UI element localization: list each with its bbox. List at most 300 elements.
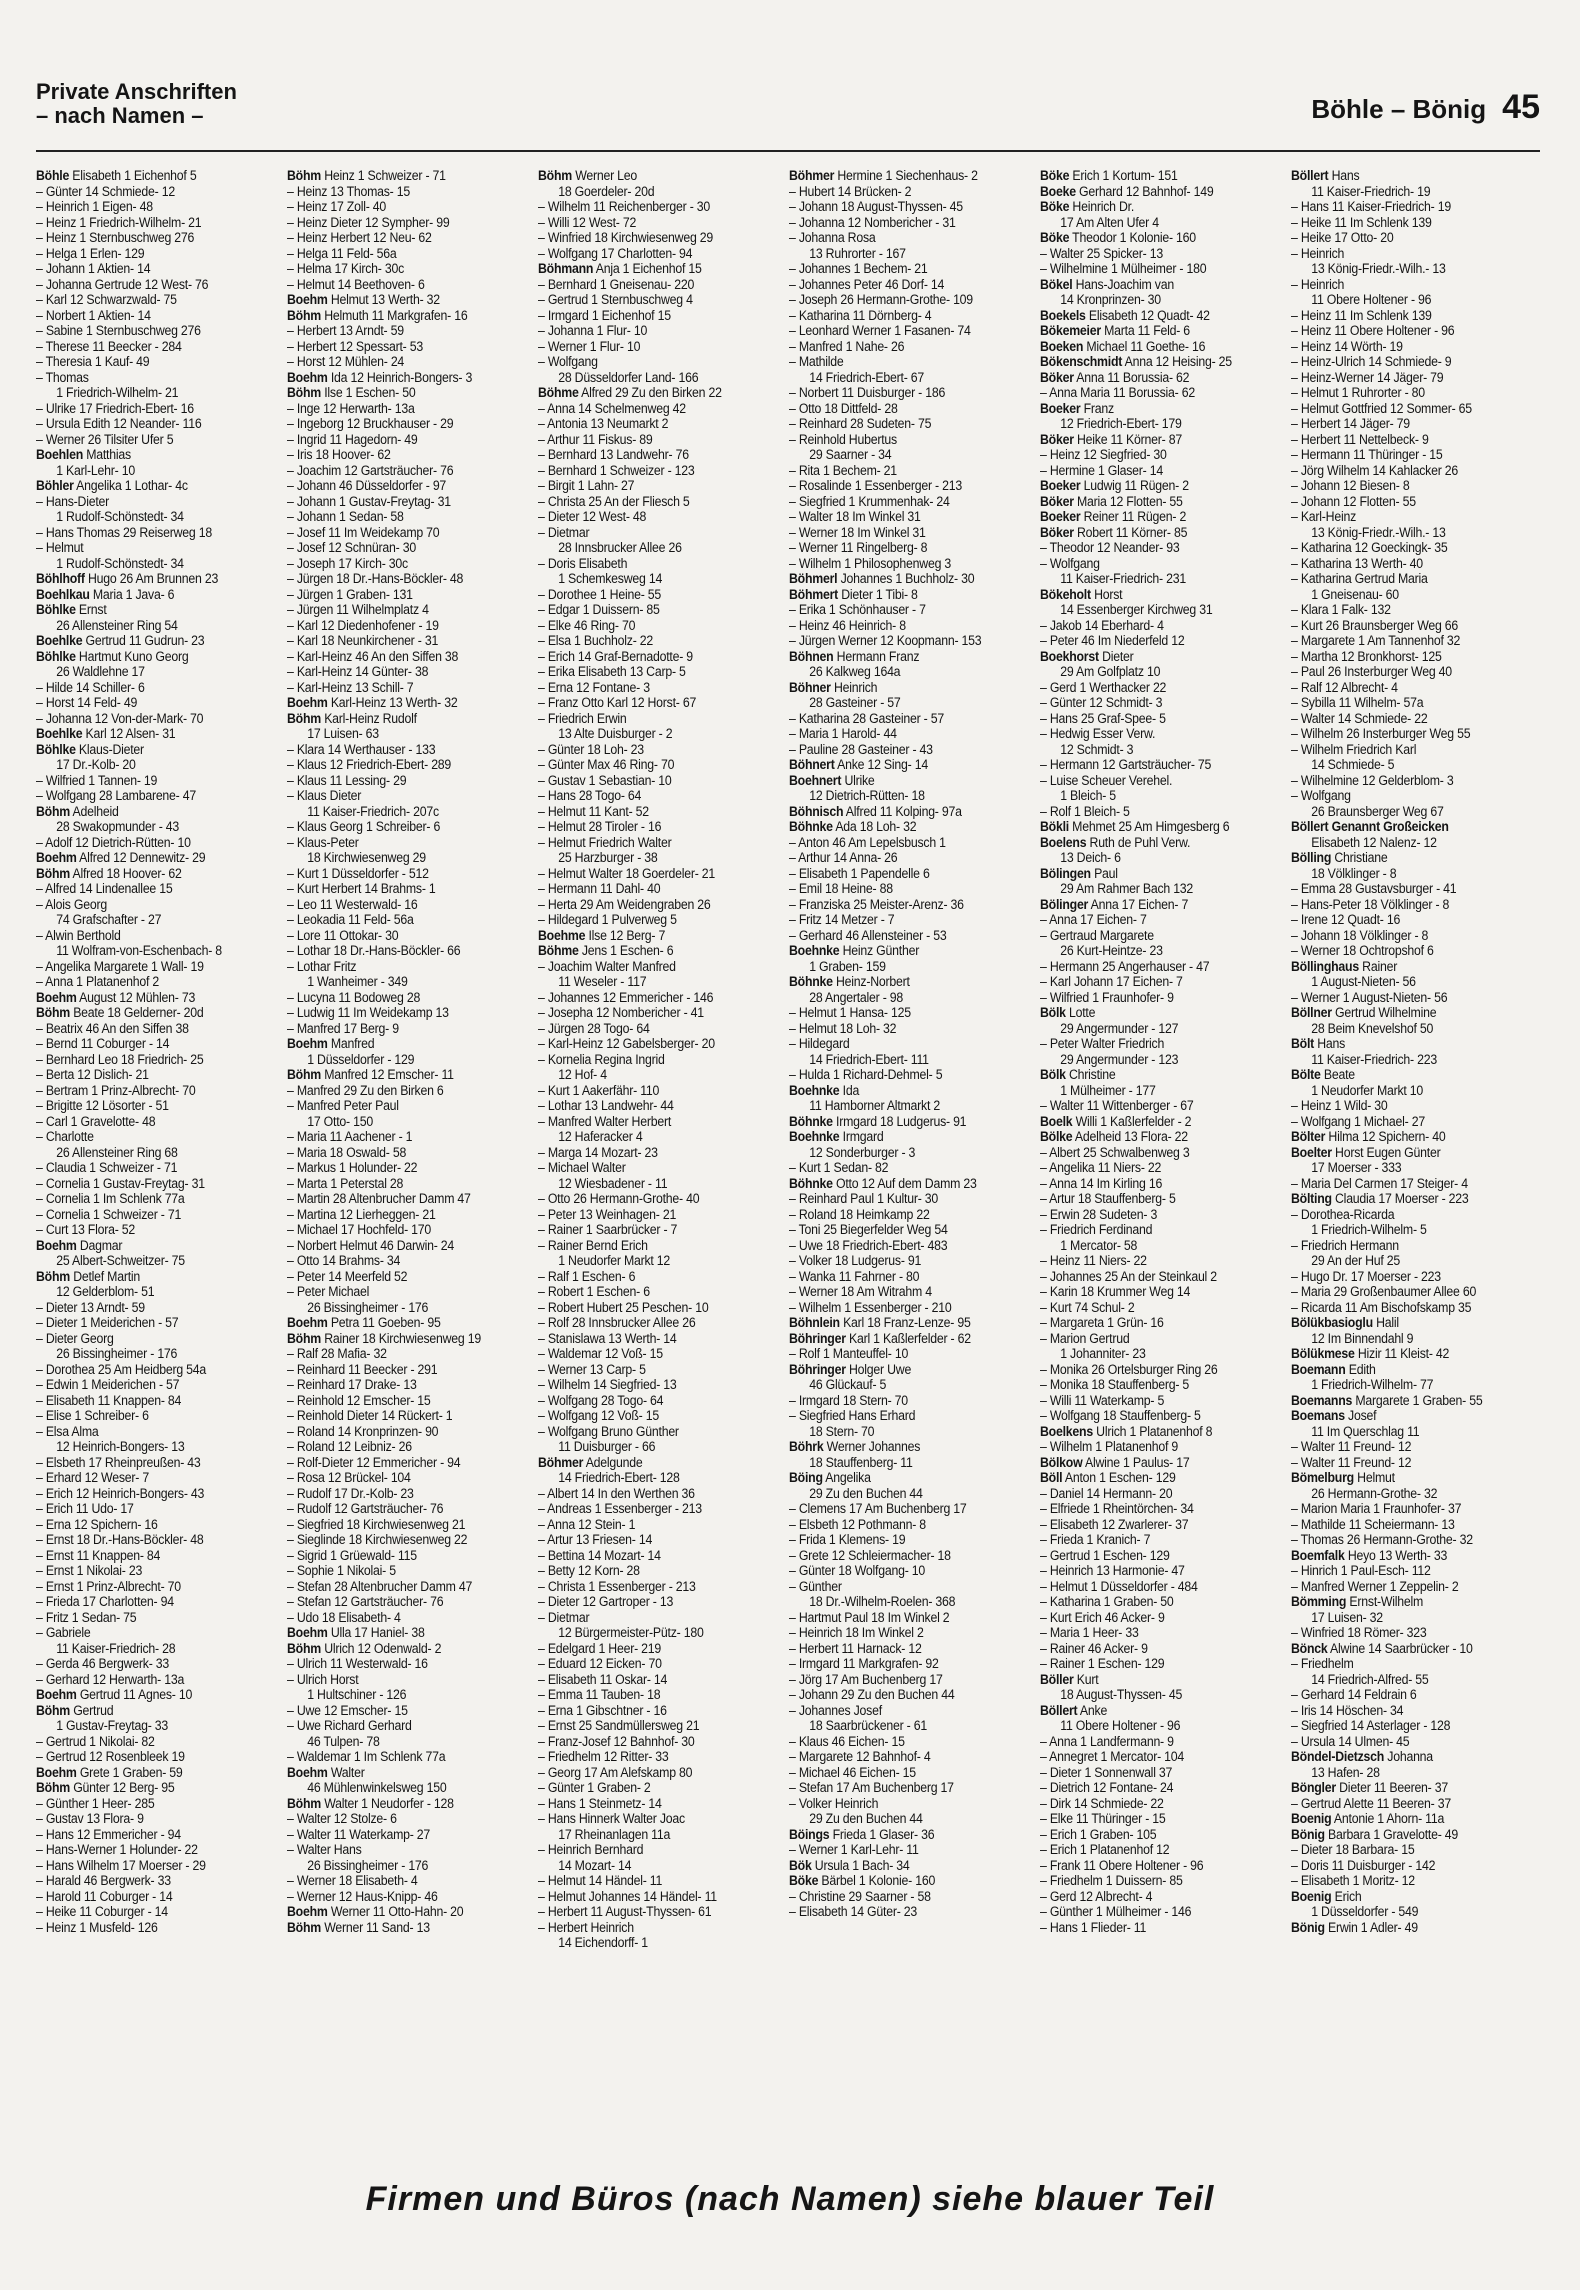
entry-detail: – Roland 12 Leibniz- 26 [287, 1439, 412, 1454]
directory-entry [1291, 261, 1517, 277]
directory-entry [287, 432, 513, 448]
entry-detail: – Anna 14 Schelmenweg 42 [538, 400, 686, 416]
directory-entry [287, 943, 513, 959]
entry-detail: – Karl 18 Neunkirchener - 31 [287, 633, 439, 648]
entry-detail: – Fritz 14 Metzer - 7 [789, 912, 895, 927]
entry-detail: Johanna [1387, 1749, 1433, 1764]
directory-entry [789, 1424, 1015, 1440]
entry-detail: – Gerd 12 Albrecht- 4 [1040, 1888, 1153, 1904]
directory-entry [287, 1346, 513, 1362]
entry-detail: – Gertrud Alette 11 Beeren- 37 [1291, 1795, 1451, 1811]
entry-detail: – Eduard 12 Eicken- 70 [538, 1656, 662, 1671]
directory-entry [36, 773, 262, 789]
entry-detail: – Gertrud 1 Eschen- 129 [1040, 1547, 1170, 1563]
entry-detail: – Sabine 1 Sternbuschweg 276 [36, 323, 201, 338]
directory-entry [36, 618, 262, 634]
directory-entry [538, 494, 764, 510]
entry-detail: – Siegfried Hans Erhard [789, 1408, 916, 1423]
entry-surname: Böhm [36, 803, 70, 819]
entry-surname: Böke [1040, 168, 1070, 183]
directory-entry [538, 401, 764, 417]
directory-entry [538, 478, 764, 494]
entry-detail: – Heinz 11 Im Schlenk 139 [1291, 307, 1432, 323]
entry-detail: – Heinz 11 Niers- 22 [1040, 1253, 1147, 1268]
entry-surname: Bölükmese [1291, 1346, 1355, 1361]
entry-surname: Bökli [1040, 819, 1069, 834]
entry-surname: Böhlke [36, 602, 76, 617]
directory-entry [538, 928, 764, 944]
entry-detail: – Edelgard 1 Heer- 219 [538, 1640, 662, 1656]
entry-detail: – Johann 1 Sedan- 58 [287, 509, 404, 524]
directory-entry [538, 339, 764, 355]
directory-entry [789, 742, 1015, 758]
entry-detail: – Klaus 11 Lessing- 29 [287, 772, 407, 788]
entry-detail: Beate [1323, 1067, 1355, 1082]
directory-entry [1040, 1486, 1266, 1502]
directory-entry [287, 370, 513, 386]
directory-entry [789, 1455, 1015, 1471]
directory-entry [36, 447, 262, 463]
entry-detail: Ida 12 Heinrich-Bongers- 3 [330, 369, 473, 385]
entry-detail: Christine [1068, 1067, 1116, 1082]
entry-address: 11 Kaiser-Friedrich- 19 [1311, 183, 1431, 199]
entry-detail: – Wolfgang 18 Stauffenberg- 5 [1040, 1408, 1201, 1423]
directory-entry [1040, 633, 1266, 649]
entry-detail: – Karin 18 Krummer Weg 14 [1040, 1284, 1191, 1299]
directory-entry [538, 1610, 764, 1626]
entry-detail: – Wolfgang 1 Michael- 27 [1291, 1113, 1425, 1129]
directory-entry [789, 943, 1015, 959]
directory-entry [538, 261, 764, 277]
directory-entry [789, 757, 1015, 773]
entry-detail: Margarete 1 Graben- 55 [1355, 1392, 1483, 1408]
entry-detail: – Thomas [36, 369, 89, 385]
entry-detail: – Irmgard 18 Stern- 70 [789, 1392, 908, 1408]
directory-entry [1291, 292, 1517, 308]
directory-entry [538, 168, 764, 184]
entry-detail: – Claudia 1 Schweizer - 71 [36, 1160, 178, 1175]
directory-entry [36, 308, 262, 324]
entry-detail: – Edwin 1 Meiderichen - 57 [36, 1377, 180, 1392]
entry-detail: Hermine 1 Siechenhaus- 2 [837, 168, 978, 183]
directory-entry [36, 1300, 262, 1316]
entry-detail: – Werner 18 Elisabeth- 4 [287, 1873, 418, 1888]
column-6 [1291, 168, 1517, 2143]
directory-entry [538, 184, 764, 200]
entry-detail: – Edgar 1 Duissern- 85 [538, 602, 660, 617]
directory-entry [1291, 1424, 1517, 1440]
directory-entry [538, 742, 764, 758]
directory-entry [36, 1625, 262, 1641]
directory-entry [1040, 866, 1266, 882]
entry-detail: – Elfriede 1 Rheintörchen- 34 [1040, 1501, 1194, 1516]
directory-entry [36, 1331, 262, 1347]
entry-detail: – Katharina Gertrud Maria [1291, 571, 1428, 586]
entry-detail: – Dieter 12 Gartroper - 13 [538, 1594, 674, 1609]
entry-detail: – Stefan 17 Am Buchenberg 17 [789, 1780, 954, 1795]
entry-address: 17 Am Alten Ufer 4 [1060, 214, 1159, 230]
entry-detail: – Johanna Rosa [789, 230, 876, 245]
entry-detail: – Manfred Peter Paul [287, 1098, 399, 1113]
directory-entry [287, 1300, 513, 1316]
directory-entry [538, 1300, 764, 1316]
directory-entry [538, 1811, 764, 1827]
directory-entry [1040, 401, 1266, 417]
entry-address: 17 Dr.-Kolb- 20 [56, 757, 136, 772]
directory-entry [1291, 726, 1517, 742]
entry-detail: Heinrich Dr. [1072, 199, 1135, 214]
directory-entry [1291, 1780, 1517, 1796]
entry-detail: Ulla 17 Haniel- 38 [330, 1625, 425, 1640]
directory-entry [538, 990, 764, 1006]
entry-detail: – Heinrich Bernhard [538, 1842, 644, 1857]
directory-entry [1040, 1749, 1266, 1765]
directory-entry [1040, 230, 1266, 246]
directory-entry [287, 261, 513, 277]
directory-entry [789, 1548, 1015, 1564]
entry-detail: – Johann 18 August-Thyssen- 45 [789, 199, 963, 214]
directory-entry [1040, 1594, 1266, 1610]
entry-surname: Boehnert [789, 772, 842, 788]
entry-detail: Karl 1 Kaßlerfelder - 62 [849, 1330, 971, 1346]
directory-entry [36, 1362, 262, 1378]
entry-detail: – Johannes 25 An der Steinkaul 2 [1040, 1268, 1217, 1284]
entry-detail: – Hans 11 Kaiser-Friedrich- 19 [1291, 199, 1451, 214]
entry-detail: – Heinz 1 Friedrich-Wilhelm- 21 [36, 214, 202, 230]
directory-entry [36, 261, 262, 277]
entry-detail: – Wilhelm 11 Reichenberger - 30 [538, 199, 711, 214]
directory-entry [538, 1827, 764, 1843]
directory-entry [1040, 1765, 1266, 1781]
entry-detail: Christiane [1334, 850, 1388, 865]
directory-entry [1291, 773, 1517, 789]
directory-entry [538, 509, 764, 525]
directory-entry [538, 726, 764, 742]
entry-detail: Heinz-Norbert [836, 974, 910, 989]
entry-detail: – Friedrich Erwin [538, 710, 627, 726]
entry-detail: – Rita 1 Bechem- 21 [789, 462, 897, 478]
entry-detail: – Sigrid 1 Grüewald- 115 [287, 1547, 417, 1563]
entry-detail: – Herbert 14 Jäger- 79 [1291, 416, 1410, 431]
column-3 [538, 168, 764, 2143]
entry-detail: – Mathilde [789, 354, 844, 369]
entry-detail: – Reinhard Paul 1 Kultur- 30 [789, 1191, 939, 1206]
directory-entry [1291, 1470, 1517, 1486]
directory-entry [538, 370, 764, 386]
entry-surname: Bönig [1291, 1919, 1325, 1935]
entry-surname: Boemans [1291, 1408, 1345, 1423]
entry-detail: – Stefan 12 Gartsträucher- 76 [287, 1594, 444, 1609]
entry-detail: Johannes 1 Buchholz- 30 [840, 571, 975, 586]
entry-detail: – Werner 1 Flur- 10 [538, 338, 641, 354]
entry-detail: – Pauline 28 Gasteiner - 43 [789, 741, 933, 757]
entry-surname: Boehm [36, 989, 77, 1005]
directory-entry [1291, 633, 1517, 649]
entry-surname: Bölting [1291, 1191, 1332, 1206]
entry-address: 28 Swakopmunder - 43 [56, 819, 180, 834]
directory-entry [538, 463, 764, 479]
directory-entry [287, 215, 513, 231]
directory-entry [36, 928, 262, 944]
entry-detail: – Rosalinde 1 Essenberger - 213 [789, 478, 962, 493]
directory-entry [789, 184, 1015, 200]
entry-detail: – Anna 1 Platanenhof 2 [36, 974, 160, 989]
entry-detail: – Martina 12 Lierheggen- 21 [287, 1206, 436, 1222]
directory-entry [36, 1501, 262, 1517]
entry-detail: Ulrike [844, 772, 875, 788]
directory-entry [1291, 1067, 1517, 1083]
directory-entry [1040, 587, 1266, 603]
directory-entry [1291, 540, 1517, 556]
directory-entry [1291, 664, 1517, 680]
entry-detail: – Siegfried 14 Asterlager - 128 [1291, 1718, 1451, 1733]
directory-entry [1291, 757, 1517, 773]
entry-detail: – Birgit 1 Lahn- 27 [538, 478, 635, 493]
entry-detail: Paul [1094, 865, 1118, 881]
directory-entry [538, 1594, 764, 1610]
directory-entry [36, 1672, 262, 1688]
directory-entry [1040, 184, 1266, 200]
entry-surname: Böhnke [789, 974, 833, 989]
entry-detail: – Karl-Heinz 13 Schill- 7 [287, 679, 414, 695]
directory-entry [538, 416, 764, 432]
entry-address: 13 König-Friedr.-Wilh.- 13 [1311, 261, 1446, 276]
directory-entry [538, 1873, 764, 1889]
entry-detail: – Hedwig Esser Verw. [1040, 726, 1156, 741]
entry-detail: – Ernst 1 Nikolai- 23 [36, 1563, 143, 1578]
directory-entry [538, 1362, 764, 1378]
directory-entry [287, 1021, 513, 1037]
directory-entry [1291, 1765, 1517, 1781]
entry-address: 29 Zu den Buchen 44 [809, 1485, 923, 1501]
directory-entry [1291, 1129, 1517, 1145]
entry-detail: – Wilhelmine 1 Mülheimer - 180 [1040, 261, 1207, 276]
directory-entry [36, 633, 262, 649]
directory-entry [538, 1780, 764, 1796]
entry-detail: Franz [1083, 400, 1114, 416]
entry-address: 14 Mozart- 14 [558, 1857, 632, 1873]
directory-entry [287, 1718, 513, 1734]
entry-detail: – Ingeborg 12 Bruckhauser - 29 [287, 416, 454, 431]
entry-surname: Böhnlein [789, 1315, 840, 1330]
directory-entry [36, 819, 262, 835]
directory-entry [287, 1424, 513, 1440]
directory-entry [1291, 912, 1517, 928]
directory-entry [1291, 788, 1517, 804]
entry-detail: – Karl 12 Schwarzwald- 75 [36, 292, 177, 307]
entry-detail: – Walter 12 Stolze- 6 [287, 1811, 397, 1826]
column-2 [287, 168, 513, 2143]
directory-entry [287, 540, 513, 556]
directory-entry [538, 525, 764, 541]
directory-entry [1040, 1811, 1266, 1827]
entry-detail: – Karl-Heinz [1291, 509, 1357, 524]
entry-address: 29 Angermunder - 127 [1060, 1020, 1179, 1036]
entry-detail: – Clemens 17 Am Buchenberg 17 [789, 1501, 967, 1516]
entry-detail: – Erhard 12 Weser- 7 [36, 1470, 149, 1485]
entry-address: 11 Weseler - 117 [558, 974, 647, 989]
directory-entry [287, 990, 513, 1006]
directory-entry [1040, 1408, 1266, 1424]
directory-entry [1040, 912, 1266, 928]
directory-entry [1291, 339, 1517, 355]
directory-entry [1291, 432, 1517, 448]
entry-address: 14 Friedrich-Ebert- 67 [809, 369, 925, 385]
entry-detail: – Monika 18 Stauffenberg- 5 [1040, 1377, 1190, 1392]
entry-detail: – Klara 1 Falk- 132 [1291, 602, 1391, 617]
entry-detail: – Joachim 12 Gartsträucher- 76 [287, 462, 454, 478]
directory-entry [789, 1858, 1015, 1874]
entry-detail: Theodor 1 Kolonie- 160 [1072, 230, 1196, 245]
directory-entry [1291, 1749, 1517, 1765]
directory-entry [287, 711, 513, 727]
entry-detail: – Elisabeth 11 Oskar- 14 [538, 1671, 668, 1687]
directory-entry [287, 1284, 513, 1300]
entry-surname: Böhm [287, 1795, 321, 1811]
entry-detail: – Helmut Gottfried 12 Sommer- 65 [1291, 400, 1472, 416]
entry-detail: – Dieter Georg [36, 1330, 114, 1346]
entry-detail: – Katharina 11 Dörnberg- 4 [789, 307, 932, 323]
entry-detail: – Rudolf 17 Dr.-Kolb- 23 [287, 1485, 414, 1501]
directory-entry [36, 1749, 262, 1765]
entry-surname: Böhner [789, 679, 831, 695]
entry-detail: – Maria 1 Heer- 33 [1040, 1625, 1139, 1640]
directory-entry [1040, 649, 1266, 665]
directory-entry [1291, 385, 1517, 401]
entry-surname: Böker [1040, 369, 1074, 385]
entry-surname: Böker [1040, 493, 1074, 509]
directory-entry [789, 1532, 1015, 1548]
directory-entry [287, 1641, 513, 1657]
directory-entry [287, 1083, 513, 1099]
directory-entry [789, 1083, 1015, 1099]
directory-entry [1291, 1036, 1517, 1052]
directory-entry [1040, 463, 1266, 479]
directory-entry [1040, 1548, 1266, 1564]
directory-entry [1040, 540, 1266, 556]
entry-detail: – Herbert 11 August-Thyssen- 61 [538, 1904, 712, 1919]
entry-detail: – Werner 13 Carp- 5 [538, 1361, 646, 1377]
entry-detail: – Wilhelm 1 Philosophenweg 3 [789, 555, 952, 571]
entry-detail: – Georg 17 Am Alefskamp 80 [538, 1764, 693, 1780]
entry-detail: – Helga 11 Feld- 56a [287, 245, 397, 261]
entry-address: 11 Kaiser-Friedrich- 28 [56, 1640, 176, 1656]
directory-entry [36, 1424, 262, 1440]
directory-entry [36, 1796, 262, 1812]
entry-detail: – Wilfried 1 Tannen- 19 [36, 772, 158, 788]
directory-entry [36, 1052, 262, 1068]
entry-detail: – Karl 12 Diedenhofener - 19 [287, 617, 439, 633]
directory-entry [789, 416, 1015, 432]
directory-entry [287, 1129, 513, 1145]
directory-entry [36, 1222, 262, 1238]
directory-entry [538, 711, 764, 727]
directory-entry [287, 199, 513, 215]
directory-entry [1291, 1269, 1517, 1285]
directory-entry [36, 959, 262, 975]
entry-surname: Böhm [287, 1919, 321, 1935]
directory-entry [1291, 1563, 1517, 1579]
directory-entry [287, 1594, 513, 1610]
entry-surname: Böings [789, 1826, 830, 1842]
entry-detail: – Elsbeth 17 Rheinpreußen- 43 [36, 1454, 201, 1470]
entry-address: 28 Düsseldorfer Land- 166 [558, 369, 699, 385]
entry-detail: – Heinrich 1 Eigen- 48 [36, 199, 153, 214]
directory-entry [789, 1346, 1015, 1362]
directory-entry [1291, 1191, 1517, 1207]
entry-detail: – Johann 46 Düsseldorfer - 97 [287, 478, 447, 493]
entry-detail: Anke [1079, 1702, 1108, 1718]
entry-detail: – Hans-Werner 1 Holunder- 22 [36, 1842, 198, 1857]
entry-surname: Bölk [1040, 1005, 1066, 1020]
directory-entry [36, 1904, 262, 1920]
entry-detail: – Hugo Dr. 17 Moerser - 223 [1291, 1268, 1441, 1284]
entry-detail: – Elsbeth 12 Pothmann- 8 [789, 1516, 926, 1532]
directory-entry [36, 1873, 262, 1889]
directory-entry [287, 1145, 513, 1161]
directory-entry [1040, 1734, 1266, 1750]
directory-entry [36, 1656, 262, 1672]
entry-address: 1 Gneisenau- 60 [1311, 586, 1399, 602]
directory-entry [1040, 1455, 1266, 1471]
directory-entry [287, 277, 513, 293]
entry-surname: Böhmann [538, 261, 594, 276]
directory-entry [789, 1796, 1015, 1812]
entry-detail: Elisabeth 12 Quadt- 42 [1088, 307, 1210, 323]
directory-entry [1291, 494, 1517, 510]
entry-detail: – Günter Max 46 Ring- 70 [538, 757, 675, 772]
entry-detail: – Josepha 12 Nombericher - 41 [538, 1005, 704, 1020]
directory-entry [1291, 618, 1517, 634]
directory-entry [538, 1207, 764, 1223]
entry-detail: – Helmut [36, 540, 84, 555]
entry-surname: Bökemeier [1040, 323, 1101, 338]
entry-address: 46 Glückauf- 5 [809, 1377, 887, 1392]
directory-entry [789, 618, 1015, 634]
entry-surname: Boeke [1040, 183, 1076, 199]
entry-surname: Böhm [36, 1005, 70, 1020]
directory-entry [1040, 990, 1266, 1006]
entry-detail: – Jakob 14 Eberhard- 4 [1040, 617, 1164, 633]
directory-entry [538, 354, 764, 370]
directory-entry [36, 1718, 262, 1734]
directory-entry [1291, 416, 1517, 432]
entry-surname: Böhnert [789, 757, 835, 772]
entry-address: 25 Albert-Schweitzer- 75 [56, 1253, 185, 1268]
entry-detail: – Lothar 18 Dr.-Hans-Böckler- 66 [287, 943, 461, 958]
entry-address: 1 Mülheimer - 177 [1060, 1082, 1156, 1098]
entry-address: 1 Neudorfer Markt 10 [1311, 1082, 1424, 1098]
directory-entry [287, 1920, 513, 1936]
entry-detail: – Rainer 1 Eschen- 129 [1040, 1656, 1165, 1671]
directory-entry [789, 494, 1015, 510]
entry-detail: – Brigitte 12 Lösorter - 51 [36, 1098, 169, 1113]
entry-detail: – Walter 14 Schmiede- 22 [1291, 710, 1428, 726]
entry-detail: – Johann 12 Flotten- 55 [1291, 493, 1416, 509]
directory-entry [1040, 1579, 1266, 1595]
entry-detail: – Iris 14 Höschen- 34 [1291, 1702, 1404, 1718]
entry-detail: Ulrich 1 Platanenhof 8 [1096, 1423, 1213, 1439]
entry-surname: Böing [789, 1470, 823, 1485]
directory-entry [1040, 959, 1266, 975]
directory-entry [1291, 1672, 1517, 1688]
entry-detail: – Beatrix 46 An den Siffen 38 [36, 1020, 189, 1036]
directory-entry [36, 835, 262, 851]
entry-surname: Böhme [538, 385, 579, 400]
directory-entry [789, 959, 1015, 975]
directory-entry [36, 912, 262, 928]
directory-entry [1291, 1610, 1517, 1626]
